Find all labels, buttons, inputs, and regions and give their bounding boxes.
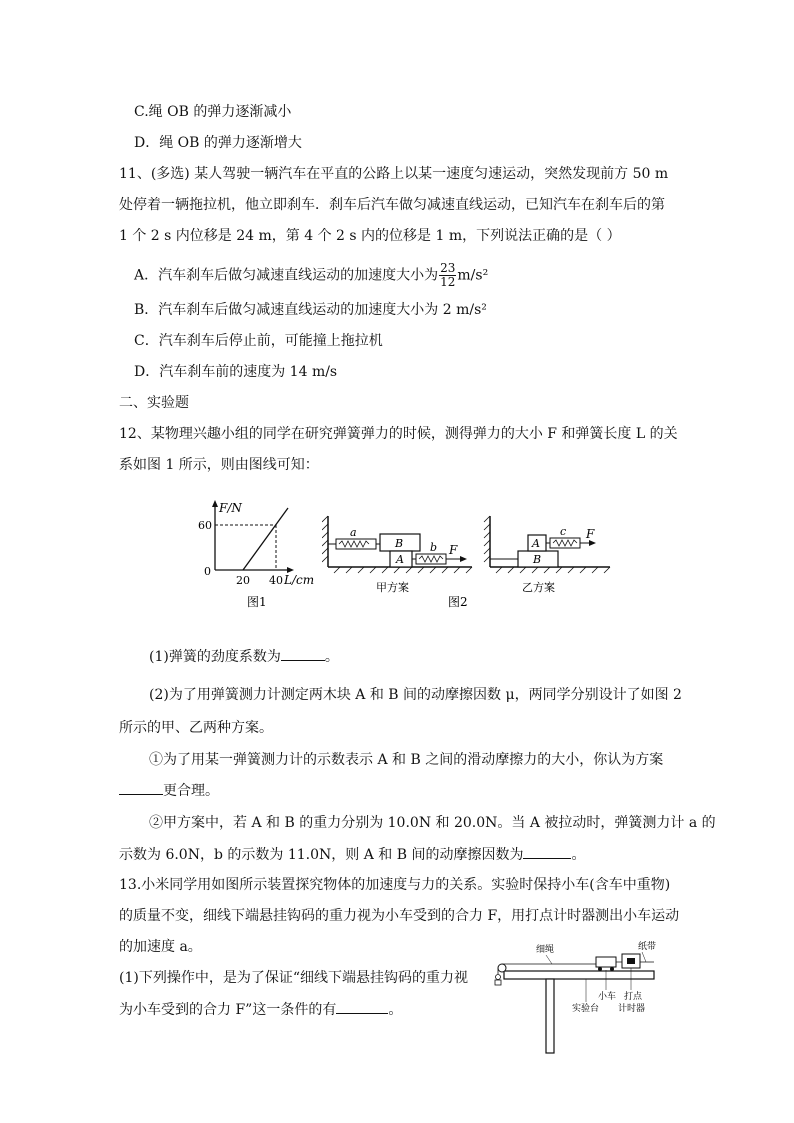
graph-ylabel: F/N (219, 501, 242, 515)
section-heading: 二、实验题 (119, 395, 189, 411)
force-f-label: F (449, 543, 458, 557)
q11-stem-line2: 处停着一辆拖拉机，他立即刹车．刹车后汽车做匀减速直线运动，已知汽车在刹车后的第 (119, 197, 665, 213)
q12-part2-line1: (2)为了用弹簧测力计测定两木块 A 和 B 间的动摩擦因数 μ，两同学分别设计了如图 2 (149, 687, 682, 703)
svg-text:A: A (396, 553, 404, 566)
q13-stem-line3: 的加速度 a。 (119, 939, 202, 955)
label-rope: 细绳 (536, 945, 555, 955)
graph-tick-40: 40 (269, 574, 283, 587)
q12-part2-line2: 所示的甲、乙两种方案。 (119, 720, 273, 736)
q12-sub1-line1: ①为了用某一弹簧测力计的示数表示 A 和 B 之间的滑动摩擦力的大小，你认为方案 (149, 752, 664, 768)
answer-blank[interactable] (336, 999, 388, 1014)
q12-sub2-line1: ②甲方案中，若 A 和 B 的重力分别为 10.0N 和 20.0N。当 A 被拉动时，弹簧测力计 a 的 (149, 815, 716, 831)
q10-option-d: D．绳 OB 的弹力逐渐增大 (134, 135, 302, 151)
svg-text:B: B (533, 553, 542, 566)
label-cart: 小车 (598, 992, 617, 1002)
q13-part1-line2: 为小车受到的合力 F”这一条件的有 。 (119, 999, 402, 1020)
q12-stem-line2: 系如图 1 所示，则由图线可知： (119, 457, 319, 473)
q11-stem-line3: 1 个 2 s 内位移是 24 m，第 4 个 2 s 内的位移是 1 m，下列说法正确的是（ ） (119, 228, 621, 244)
figure2-diagram (322, 512, 612, 610)
graph-tick-20: 20 (236, 574, 250, 587)
spring-scale-a-label: a (350, 526, 357, 539)
fraction-denominator: 12 (440, 275, 456, 289)
q12-part1: (1)弹簧的劲度系数为 。 (149, 646, 339, 667)
q12-stem-line1: 12、某物理兴趣小组的同学在研究弹簧弹力的时候，测得弹力的大小 F 和弹簧长度 L 的关 (119, 426, 678, 442)
fraction (439, 262, 456, 289)
cart (596, 957, 616, 967)
graph-xlabel: L/cm (284, 573, 315, 587)
svg-text:A: A (532, 537, 540, 550)
graph-line (243, 508, 288, 570)
q13-stem-line1: 13.小米同学用如图所示装置探究物体的加速度与力的关系。实验时保持小车(含车中重物) (119, 877, 671, 893)
label-tape: 纸带 (638, 942, 657, 952)
force-f-label-yi: F (586, 527, 595, 541)
answer-blank[interactable] (119, 780, 163, 795)
q12-sub2-line2: 示数为 6.0N，b 的示数为 11.0N，则 A 和 B 间的动摩擦因数为 。 (119, 844, 585, 865)
q10-option-c: C.绳 OB 的弹力逐渐减小 (134, 104, 292, 120)
q11-stem-line1: 11、(多选) 某人驾驶一辆汽车在平直的公路上以某一速度匀速运动，突然发现前方 50 m (119, 166, 669, 182)
scheme-jia-label: 甲方案 (376, 581, 409, 594)
q12-sub1-line2: 更合理。 (119, 780, 219, 801)
q11-option-d: D．汽车刹车前的速度为 14 m/s (134, 364, 338, 380)
figure2-caption: 图2 (448, 595, 468, 609)
q11-option-a (134, 262, 488, 289)
q11-option-c: C．汽车刹车后停止前，可能撞上拖拉机 (134, 333, 383, 349)
label-table: 实验台 (572, 1004, 600, 1014)
answer-blank[interactable] (281, 646, 325, 661)
graph-tick-60: 60 (198, 519, 212, 532)
q11-option-b: B．汽车刹车后做匀减速直线运动的加速度大小为 2 m/s² (134, 302, 487, 318)
spring-scale-b-label: b (430, 541, 438, 554)
answer-blank[interactable] (523, 844, 571, 859)
pulley (498, 964, 506, 972)
figure1-graph (195, 498, 325, 610)
q11-option-a-unit: m/s² (457, 267, 489, 284)
q13-part1-line1: (1)下列操作中，是为了保证“细线下端悬挂钩码的重力视 (119, 970, 468, 986)
hook-weight (495, 980, 501, 985)
label-timer-2: 计时器 (618, 1004, 646, 1014)
q13-stem-line2: 的质量不变，细线下端悬挂钩码的重力视为小车受到的合力 F，用打点计时器测出小车运动 (119, 908, 680, 924)
scheme-jia (322, 516, 472, 594)
apparatus-figure (490, 940, 662, 1056)
label-timer-1: 打点 (624, 992, 643, 1002)
graph-tick-0: 0 (204, 565, 211, 578)
scheme-yi-label: 乙方案 (522, 581, 555, 594)
lab-table (504, 971, 654, 979)
spring-scale-c-label: c (560, 525, 567, 538)
scheme-yi (484, 516, 610, 594)
svg-text:B: B (395, 537, 404, 550)
fraction-numerator: 23 (440, 261, 456, 275)
q11-option-a-text: A．汽车刹车后做匀减速直线运动的加速度大小为 (134, 267, 439, 284)
figure1-caption: 图1 (247, 595, 267, 609)
